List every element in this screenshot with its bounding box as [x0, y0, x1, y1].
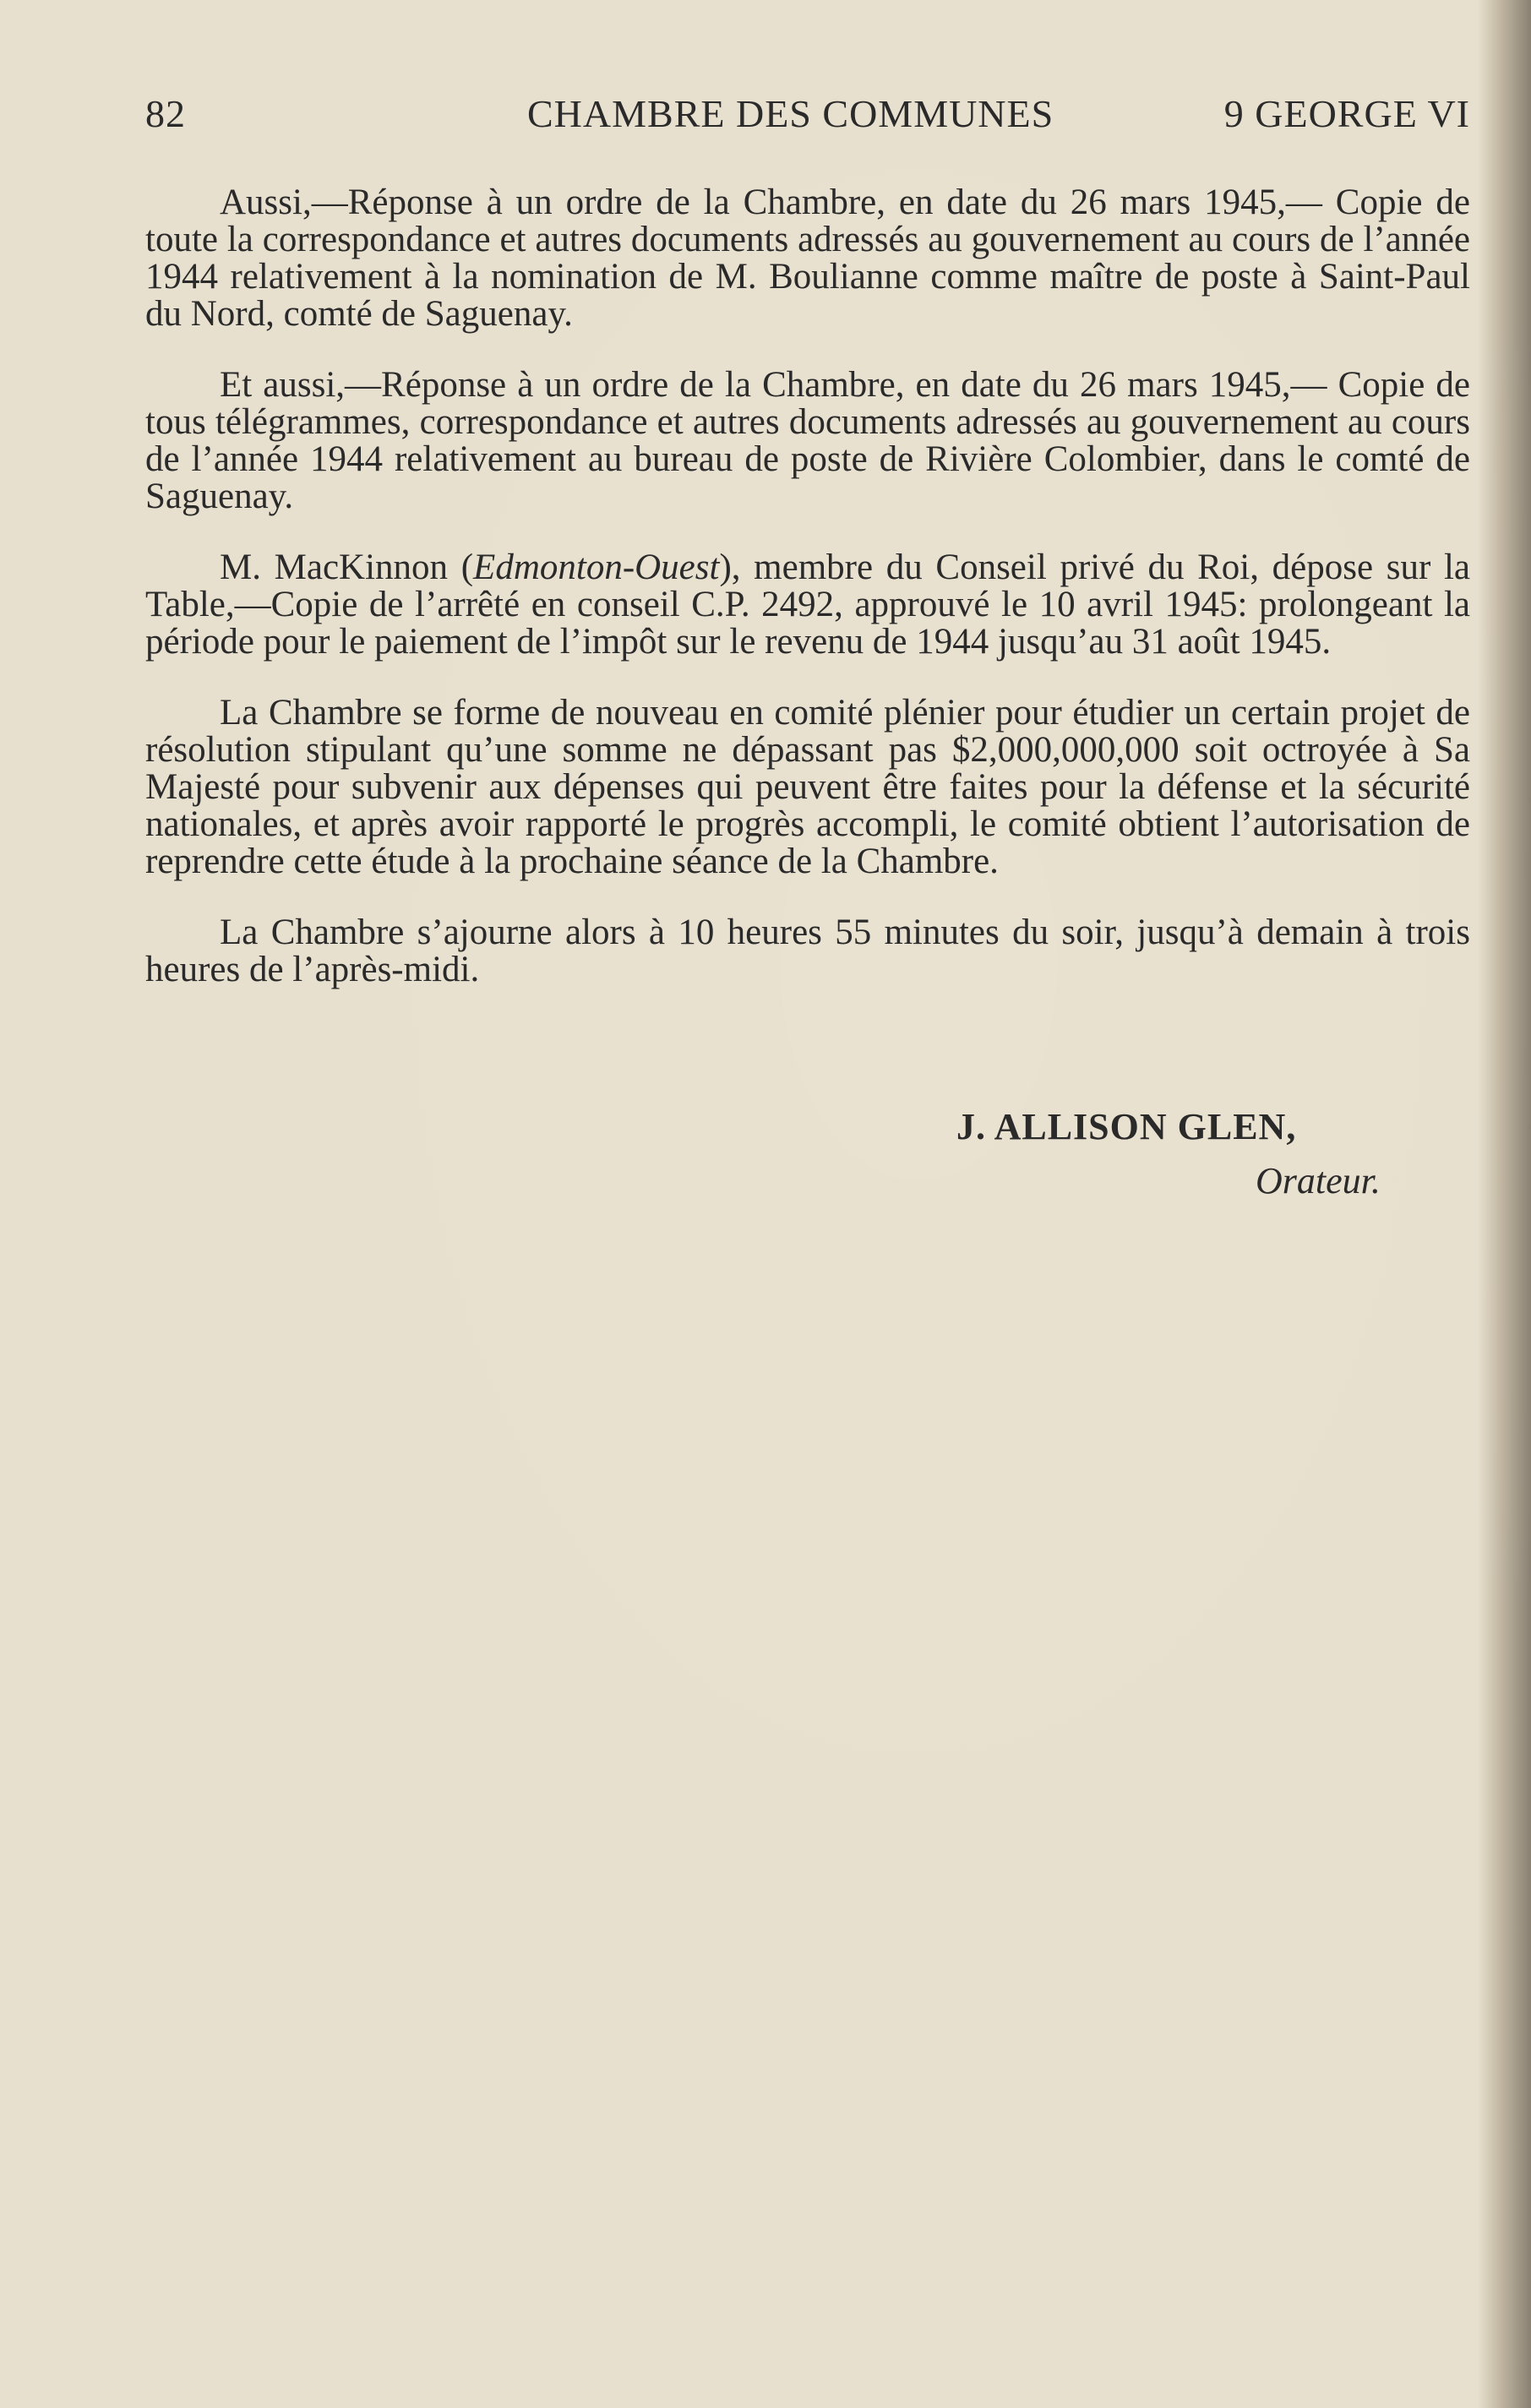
- paragraph: La Chambre s’ajourne alors à 10 heures 55 minutes du soir, jusqu’à demain à trois heures de l’après-midi.: [145, 913, 1470, 989]
- paragraph: La Chambre se forme de nouveau en comité plénier pour étudier un certain projet de résolution stipulant qu’une somme ne dépassant pas $2,000,000,000 soit octroyée à Sa Majesté pour subvenir aux dépenses qui peuvent être faites pour la défense et la sécurité nationales, et après avoir rapporté le progrès accompli, le comité obtient l’autorisation de reprendre cette étude à la prochaine séance de la Chambre.: [145, 693, 1470, 881]
- paragraph: [145, 549, 1470, 661]
- page-number: 82: [145, 92, 186, 135]
- page-header: [145, 91, 1470, 142]
- running-title: CHAMBRE DES COMMUNES: [527, 92, 1054, 135]
- signature-name: J. ALLISON GLEN,: [956, 1106, 1297, 1147]
- reign-label: 9 GEORGE VI: [1223, 92, 1470, 135]
- paragraph-text: ), membre du Conseil privé du Roi, dépose sur la Table,—Copie de l’arrêté en conseil C.P. 2492, approuvé le 10 avril 1945: prolongeant la période pour le paiement de l’impôt sur le revenu de 1944 jusqu’au 31 août 1945.: [145, 548, 1470, 662]
- paragraph-text: M. MacKinnon (: [220, 548, 474, 587]
- paragraph: Et aussi,—Réponse à un ordre de la Chambre, en date du 26 mars 1945,— Copie de tous télégrammes, correspondance et autres documents adressés au gouvernement au cours de l’année 1944 relativement au bureau de poste de Rivière Colombier, dans le comté de Saguenay.: [145, 365, 1470, 516]
- riding-name: Edmonton-Ouest: [473, 548, 720, 587]
- body-text: [145, 184, 1470, 1022]
- paragraph: Aussi,—Réponse à un ordre de la Chambre, en date du 26 mars 1945,— Copie de toute la correspondance et autres documents adressés au gouvernement au cours de l’année 1944 relativement à la nomination de M. Boulianne comme maître de poste à Saint-Paul du Nord, comté de Saguenay.: [145, 183, 1470, 334]
- signature-role: Orateur.: [1256, 1160, 1381, 1201]
